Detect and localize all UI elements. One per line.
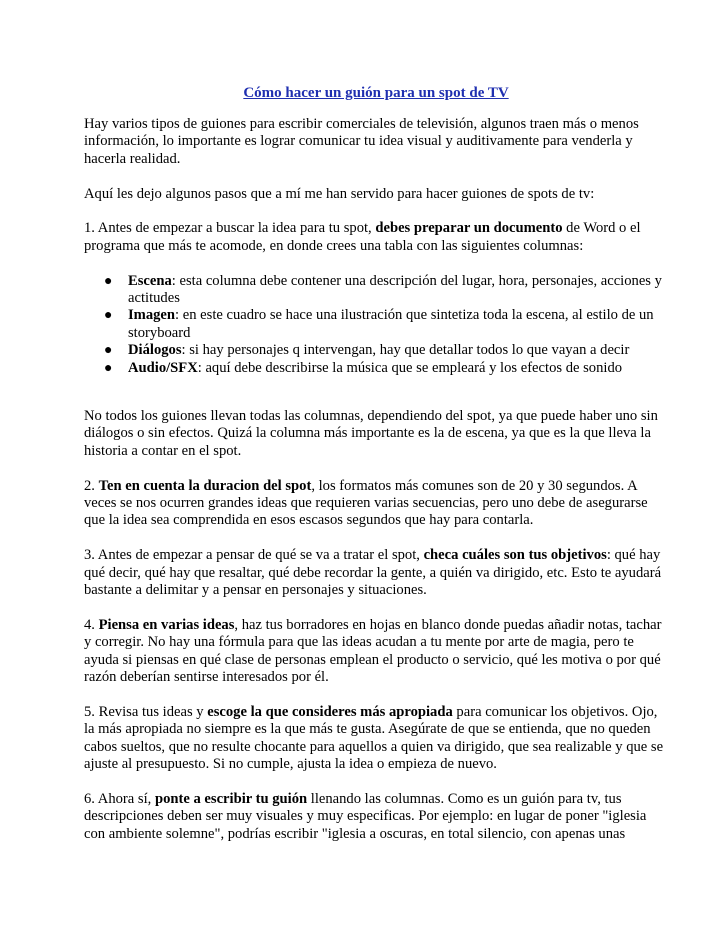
step-4-text: 4.	[84, 616, 99, 633]
step-1-text: 1. Antes de empezar a buscar la idea para tu spot,	[84, 220, 376, 237]
bullet-icon: ●	[104, 360, 113, 376]
document-title: Cómo hacer un guión para un spot de TV	[243, 85, 509, 101]
step-5-text: 5. Revisa tus ideas y	[84, 703, 208, 720]
step-4-highlight: Piensa en varias ideas	[98, 616, 235, 633]
step-6-paragraph	[84, 791, 668, 843]
list-item	[104, 272, 668, 308]
step-1-text-end: de Word o el programa que más te acomode, en donde crees una tabla con las siguientes columnas:	[84, 220, 641, 254]
list-item	[104, 359, 668, 377]
bullet-icon: ●	[104, 343, 113, 359]
step-3-highlight: checa cuáles son tus objetivos	[423, 547, 607, 564]
step-4-paragraph	[84, 617, 668, 687]
step-1-paragraph	[84, 220, 668, 255]
step-1-highlight: debes preparar un documento	[375, 220, 563, 237]
note-paragraph: No todos los guiones llevan todas las columnas, dependiendo del spot, ya que puede haber uno sin diálogos o sin efectos. Quizá la columna más importante es la de escena, ya que es la que lleva la historia a contar en el spot.	[84, 408, 658, 459]
column-description: : esta columna debe contener una descripción del lugar, hora, personajes, acciones y actitudes	[128, 272, 662, 307]
step-3-text: 3. Antes de empezar a pensar de qué se va a tratar el spot,	[84, 547, 424, 564]
step-4-text-end: , haz tus borradores en hojas en blanco donde puedas añadir notas, tachar y corregir. No hay una fórmula para que las ideas acudan a tu mente por arte de magia, pero te ayuda si piensas en qué clase de personas emplean el producto o servicio, qué les motiva o por qué razón deberían sentirse interesados por él.	[84, 616, 662, 686]
column-name: Audio/SFX	[128, 359, 198, 376]
intro-paragraph: Hay varios tipos de guiones para escribir comerciales de televisión, algunos traen más o menos información, lo importante es lograr comunicar tu idea visual y auditivamente para venderla y hacerla realidad.	[84, 116, 639, 167]
column-description: : si hay personajes q intervengan, hay que detallar todos lo que vayan a decir	[181, 342, 630, 359]
step-2-text-end: , los formatos más comunes son de 20 y 30 segundos. A veces se nos ocurren grandes ideas que requieren varias secuencias, pero uno debe de asegurarse que la idea sea comprendida en esos escasos segundos que hay para contarla.	[84, 477, 648, 529]
list-item	[104, 342, 668, 359]
step-3-text-end: : qué hay qué decir, qué hay que resaltar, qué debe recordar la gente, a quién va dirigido, etc. Esto te ayudará bastante a delimitar y a pensar en personajes y situaciones.	[84, 547, 662, 599]
column-description: : en este cuadro se hace una ilustración que sintetiza toda la escena, al estilo de un storyboard	[128, 307, 654, 341]
step-6-text-end: llenando las columnas. Como es un guión para tv, tus descripciones deben ser muy visuales y muy especificas. Por ejemplo: en lugar de poner "iglesia con ambiente solemne", podrías escribir "iglesia a oscuras, en total silencio, con apenas unas	[84, 790, 647, 842]
columns-list	[84, 273, 668, 377]
step-6-text: 6. Ahora sí,	[84, 790, 155, 807]
step-6-highlight: ponte a escribir tu guión	[154, 790, 308, 807]
step-2-text: 2.	[84, 477, 99, 494]
column-name: Escena	[128, 272, 172, 289]
step-2-paragraph	[84, 478, 668, 530]
bullet-icon: ●	[104, 273, 113, 289]
list-item	[104, 307, 668, 342]
step-5-text-end: para comunicar los objetivos. Ojo, la más apropiada no siempre es la que más te gusta. Asegúrate de que se entienda, que no queden cabos sueltos, que no resulte chocante para aquellos a quien va dirigido, que sea realizable y que se ajuste al presupuesto. Si no cumple, ajusta la idea o empieza de nuevo.	[84, 703, 664, 773]
bullet-icon: ●	[104, 308, 113, 324]
step-3-paragraph	[84, 547, 668, 599]
intro-steps-paragraph: Aquí les dejo algunos pasos que a mí me han servido para hacer guiones de spots de tv:	[84, 185, 595, 202]
column-name: Diálogos	[128, 342, 182, 359]
column-description: : aquí debe describirse la música que se empleará y los efectos de sonido	[197, 359, 623, 376]
step-2-highlight: Ten en cuenta la duracion del spot	[98, 477, 312, 494]
step-5-highlight: escoge la que consideres más apropiada	[207, 703, 453, 720]
column-name: Imagen	[128, 307, 176, 324]
step-5-paragraph	[84, 704, 668, 774]
